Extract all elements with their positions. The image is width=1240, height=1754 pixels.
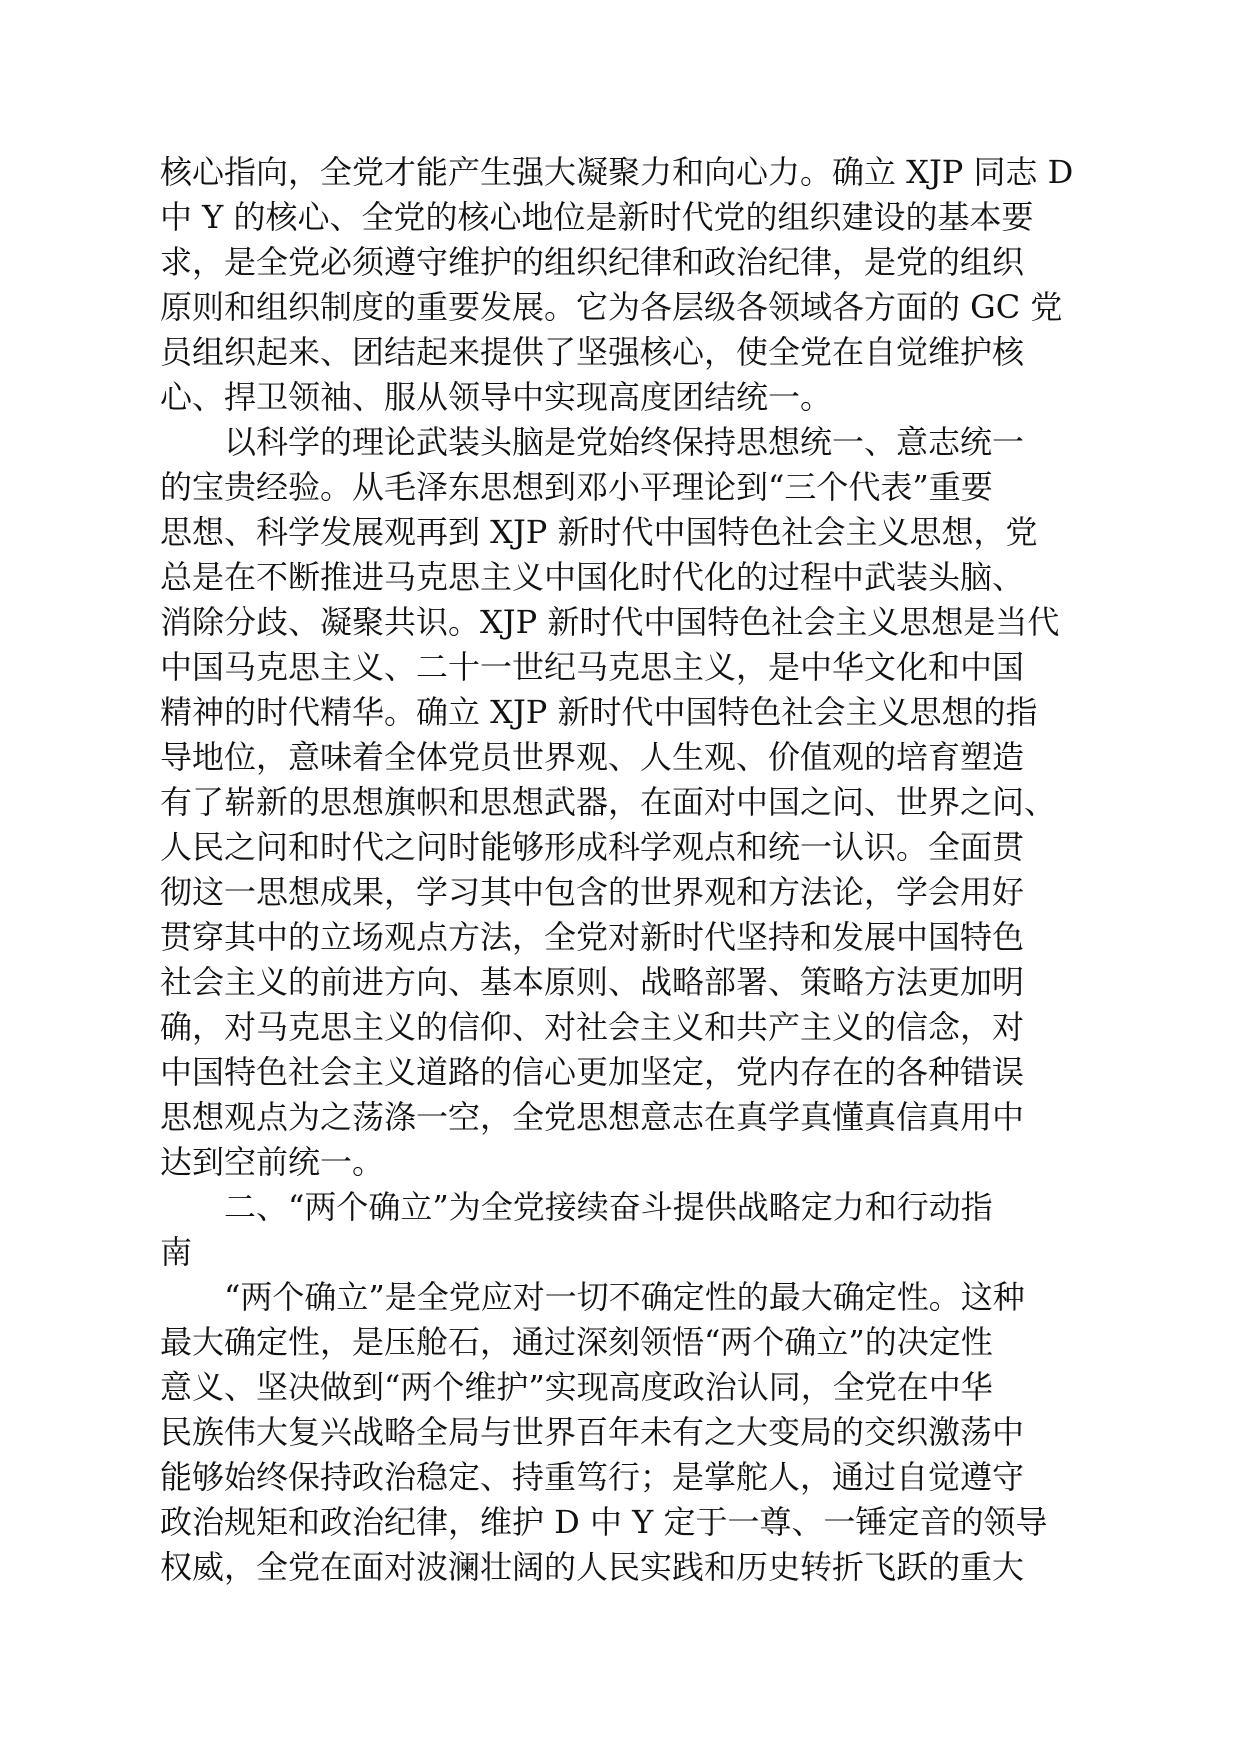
text-line: 员组织起来、团结起来提供了坚强核心，使全党在自觉维护核 (160, 333, 1025, 371)
text-line: 总是在不断推进马克思主义中国化时代化的过程中武装头脑、 (160, 558, 1025, 596)
text-line: 导地位，意味着全体党员世界观、人生观、价值观的培育塑造 (160, 738, 1025, 776)
text-line: 求，是全党必须遵守维护的组织纪律和政治纪律，是党的组织 (160, 243, 1025, 281)
text-line: 核心指向，全党才能产生强大凝聚力和向心力。确立 XJP 同志 D (160, 153, 1074, 191)
text-line: 南 (160, 1233, 193, 1271)
text-line: 思想、科学发展观再到 XJP 新时代中国特色社会主义思想，党 (160, 513, 1038, 551)
text-line: 心、捍卫领袖、服从领导中实现高度团结统一。 (160, 378, 833, 416)
text-line: 确，对马克思主义的信仰、对社会主义和共产主义的信念，对 (160, 1008, 1025, 1046)
text-line: 以科学的理论武装头脑是党始终保持思想统一、意志统一 (224, 423, 1025, 461)
text-line: 最大确定性，是压舱石，通过深刻领悟“两个确立”的决定性 (160, 1323, 993, 1361)
text-line: 有了崭新的思想旗帜和思想武器，在面对中国之问、世界之问、 (160, 783, 1057, 821)
text-line: 中国马克思主义、二十一世纪马克思主义，是中华文化和中国 (160, 648, 1025, 686)
text-line: 社会主义的前进方向、基本原则、战略部署、策略方法更加明 (160, 963, 1025, 1001)
text-line: 达到空前统一。 (160, 1143, 385, 1181)
body-text (160, 150, 1100, 1590)
text-line: 思想观点为之荡涤一空，全党思想意志在真学真懂真信真用中 (160, 1098, 1025, 1136)
text-line: 意义、坚决做到“两个维护”实现高度政治认同，全党在中华 (160, 1368, 993, 1406)
text-line: 人民之问和时代之问时能够形成科学观点和统一认识。全面贯 (160, 828, 1025, 866)
text-line: 政治规矩和政治纪律，维护 D 中 Y 定于一尊、一锤定音的领导 (160, 1503, 1048, 1541)
text-line: 中国特色社会主义道路的信心更加坚定，党内存在的各种错误 (160, 1053, 1025, 1091)
text-line: “两个确立”是全党应对一切不确定性的最大确定性。这种 (224, 1278, 1025, 1316)
text-line: 权威，全党在面对波澜壮阔的人民实践和历史转折飞跃的重大 (160, 1548, 1025, 1586)
text-line: 原则和组织制度的重要发展。它为各层级各领域各方面的 GC 党 (160, 288, 1063, 326)
text-line: 贯穿其中的立场观点方法，全党对新时代坚持和发展中国特色 (160, 918, 1025, 956)
text-line: 彻这一思想成果，学习其中包含的世界观和方法论，学会用好 (160, 873, 1025, 911)
text-line: 的宝贵经验。从毛泽东思想到邓小平理论到“三个代表”重要 (160, 468, 993, 506)
text-line: 民族伟大复兴战略全局与世界百年未有之大变局的交织激荡中 (160, 1413, 1025, 1451)
text-line: 二、“两个确立”为全党接续奋斗提供战略定力和行动指 (224, 1188, 993, 1226)
text-line: 消除分歧、凝聚共识。XJP 新时代中国特色社会主义思想是当代 (160, 603, 1060, 641)
text-line: 精神的时代精华。确立 XJP 新时代中国特色社会主义思想的指 (160, 693, 1038, 731)
text-line: 能够始终保持政治稳定、持重笃行；是掌舵人，通过自觉遵守 (160, 1458, 1025, 1496)
text-line: 中 Y 的核心、全党的核心地位是新时代党的组织建设的基本要 (160, 198, 1034, 236)
